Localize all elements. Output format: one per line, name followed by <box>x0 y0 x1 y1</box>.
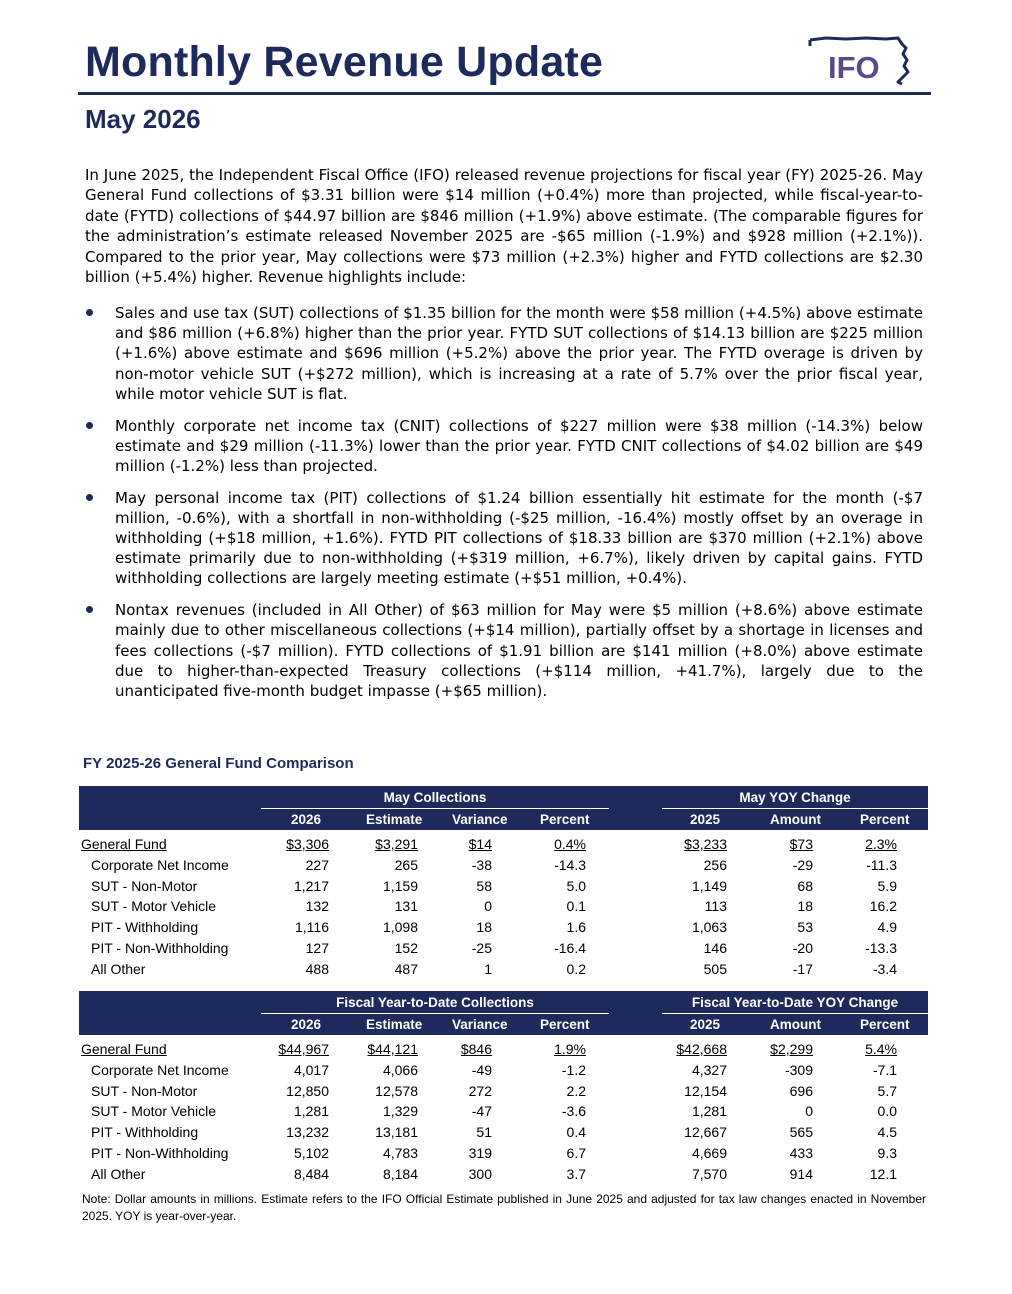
table-row <box>79 917 928 938</box>
table-row <box>79 959 928 980</box>
row-label: All Other <box>91 960 146 977</box>
table-cell: -16.4 <box>554 939 586 956</box>
table-cell: 113 <box>704 898 727 915</box>
table-cell: 1,329 <box>382 1103 418 1120</box>
table-cell: 2.2 <box>566 1082 586 1099</box>
table-cell: 12,578 <box>375 1082 418 1099</box>
table-cell: 4,783 <box>382 1144 418 1161</box>
group-label-right: May YOY Change <box>739 790 851 805</box>
table-cell: 5.4% <box>865 1041 897 1057</box>
table-cell: 0.4 <box>566 1124 586 1141</box>
table-cell: 1,281 <box>691 1103 727 1120</box>
table-cell: 1,159 <box>382 877 418 894</box>
table-cell: -29 <box>792 856 813 873</box>
col-header: Estimate <box>366 812 423 827</box>
col-header: Percent <box>860 1017 910 1032</box>
table-row <box>79 938 928 959</box>
row-label: Corporate Net Income <box>91 856 229 873</box>
table-cell: 0.0 <box>877 1103 897 1120</box>
table-cell: 1 <box>484 960 492 977</box>
table-cell: $846 <box>460 1041 492 1057</box>
table-cell: 13,232 <box>286 1124 329 1141</box>
table-row <box>79 1039 928 1060</box>
table-row <box>79 1101 928 1122</box>
intro-text: In June 2025, the Independent Fiscal Office (IFO) released revenue projections for fiscal year (FY) 2025-26. May General Fund collections of $3.31 billion were $14 million (+0.4%) more than projected, while fiscal-year-to-date (FYTD) collections of $44.97 billion are $846 million (+1.9%) above estimate. (The comparable figures for the administration’s estimate released November 2025 are -$65 million (-1.9%) and $928 million (+2.1%)). Compared to the prior year, May collections were $73 million (+2.3%) higher and FYTD collections are $2.30 billion (+5.4%) higher. Revenue highlights include: <box>85 166 923 287</box>
row-label: SUT - Non-Motor <box>91 877 198 894</box>
table-header <box>79 991 928 1035</box>
table-cell: 4,066 <box>382 1061 418 1078</box>
table-cell: $42,668 <box>676 1041 727 1057</box>
group-label-right: Fiscal Year-to-Date YOY Change <box>691 995 899 1010</box>
table-body <box>79 1035 928 1185</box>
table-cell: 5.7 <box>877 1082 897 1099</box>
table-cell: 4.5 <box>877 1124 897 1141</box>
bullet-icon <box>86 309 93 316</box>
table-cell: 18 <box>476 919 492 936</box>
table-cell: -20 <box>792 939 813 956</box>
table-row <box>79 1164 928 1185</box>
table-cell: 7,570 <box>691 1165 727 1182</box>
table-cell: 13,181 <box>375 1124 418 1141</box>
col-header: 2025 <box>690 812 721 827</box>
table-cell: 265 <box>394 856 418 873</box>
highlight-item <box>85 416 923 477</box>
table-cell: -14.3 <box>554 856 586 873</box>
table-cell: 256 <box>703 856 727 873</box>
bullet-icon <box>86 606 93 613</box>
table-cell: 4,327 <box>691 1061 727 1078</box>
table-cell: 272 <box>468 1082 492 1099</box>
table-cell: 1.6 <box>566 919 586 936</box>
table-cell: 3.7 <box>566 1165 586 1182</box>
group-underline <box>261 808 609 809</box>
col-header: 2026 <box>291 1017 322 1032</box>
table-cell: 18 <box>797 898 813 915</box>
table-cell: -17 <box>792 960 813 977</box>
row-label: General Fund <box>81 836 167 852</box>
ifo-logo <box>806 34 916 86</box>
table-cell: -38 <box>471 856 492 873</box>
table-cell: 0.1 <box>566 898 586 915</box>
ifo-logo-text: IFO <box>828 50 880 85</box>
table-cell: -3.4 <box>872 960 897 977</box>
table-row <box>79 1060 928 1081</box>
table-cell: 696 <box>789 1082 813 1099</box>
table-cell: 127 <box>305 939 329 956</box>
row-label: General Fund <box>81 1041 167 1057</box>
table-cell: $73 <box>789 836 813 852</box>
highlights-list <box>85 303 923 713</box>
table-cell: 1,281 <box>293 1103 329 1120</box>
col-header: Estimate <box>366 1017 423 1032</box>
table-cell: 0 <box>484 898 492 915</box>
table-row <box>79 1143 928 1164</box>
table-cell: $3,291 <box>375 836 418 852</box>
table-cell: 68 <box>797 877 813 894</box>
table-cell: $3,233 <box>684 836 727 852</box>
row-label: PIT - Withholding <box>91 1124 199 1141</box>
table-cell: 914 <box>789 1165 813 1182</box>
table-cell: 5,102 <box>293 1144 329 1161</box>
table-cell: 0.2 <box>566 960 586 977</box>
col-header: 2025 <box>690 1017 721 1032</box>
col-header: Amount <box>770 1017 821 1032</box>
row-label: PIT - Non-Withholding <box>91 1144 229 1161</box>
table-cell: 146 <box>703 939 727 956</box>
table-cell: -47 <box>471 1103 492 1120</box>
row-label: PIT - Non-Withholding <box>91 939 229 956</box>
row-label: SUT - Motor Vehicle <box>91 898 217 915</box>
highlight-item <box>85 488 923 589</box>
table-cell: 132 <box>305 898 329 915</box>
table-cell: 1,063 <box>691 919 727 936</box>
group-underline <box>261 1013 609 1014</box>
table-cell: $14 <box>468 836 492 852</box>
bullet-icon <box>86 494 93 501</box>
table-cell: 505 <box>703 960 727 977</box>
table-cell: 0 <box>805 1103 813 1120</box>
table-cell: 487 <box>394 960 418 977</box>
table-cell: 12,850 <box>286 1082 329 1099</box>
table-cell: 5.9 <box>877 877 897 894</box>
table-cell: 8,184 <box>382 1165 418 1182</box>
table-cell: 58 <box>476 877 492 894</box>
col-header: Variance <box>452 1017 508 1032</box>
table-cell: 1,149 <box>691 877 727 894</box>
table-cell: 4,017 <box>293 1061 329 1078</box>
row-label: PIT - Withholding <box>91 919 199 936</box>
table-cell: -309 <box>784 1061 813 1078</box>
highlight-item <box>85 600 923 701</box>
table-cell: 227 <box>305 856 329 873</box>
table-cell: 8,484 <box>293 1165 329 1182</box>
table-row <box>79 1081 928 1102</box>
table-cell: 1,217 <box>293 877 329 894</box>
table-title: FY 2025-26 General Fund Comparison <box>83 755 354 772</box>
highlight-text: May personal income tax (PIT) collections of $1.24 billion essentially hit estimate for the month (-$7 million, -0.6%), with a shortfall in non-withholding (-$25 million, -16.4%) mostly offset by an overage in withholding (+$18 million, +1.6%). FYTD PIT collections of $18.33 billion are $370 million (+2.1%) above estimate primarily due to non-withholding (+$319 million, +6.7%), likely driven by capital gains. FYTD withholding collections are largely meeting estimate (+$51 million, +0.4%). <box>115 488 923 588</box>
page-subtitle: May 2026 <box>85 104 201 134</box>
table-cell: -11.3 <box>866 856 897 873</box>
table-cell: $2,299 <box>770 1041 813 1057</box>
table-cell: 152 <box>394 939 418 956</box>
table-cell: 12.1 <box>869 1165 897 1182</box>
title-divider <box>78 92 931 95</box>
table-cell: 12,667 <box>684 1124 727 1141</box>
table-block-fytd <box>79 991 928 1185</box>
group-label-left: May Collections <box>383 790 487 805</box>
table-cell: 4,669 <box>691 1144 727 1161</box>
bullet-icon <box>86 422 93 429</box>
table-cell: 51 <box>476 1124 492 1141</box>
highlight-text: Nontax revenues (included in All Other) of $63 million for May were $5 million (+8.6%) above estimate mainly due to other miscellaneous collections (+$14 million), partially offset by a shortage in licenses and fees collections (-$7 million). FYTD collections of $1.91 billion are $141 million (+8.0%) above estimate due to higher-than-expected Treasury collections (+$114 million, +41.7%), largely due to the unanticipated five-month budget impasse (+$65 million). <box>115 601 923 700</box>
table-cell: 16.2 <box>869 898 897 915</box>
row-label: SUT - Non-Motor <box>91 1082 198 1099</box>
table-cell: 9.3 <box>877 1144 897 1161</box>
table-header <box>79 786 928 830</box>
table-cell: 2.3% <box>865 836 897 852</box>
table-row <box>79 855 928 876</box>
table-block-monthly <box>79 786 928 980</box>
intro-paragraph <box>85 165 923 287</box>
table-note: Note: Dollar amounts in millions. Estimate refers to the IFO Official Estimate published in June 2025 and adjusted for tax law changes enacted in November 2025. YOY is year-over-year. <box>82 1192 926 1223</box>
highlight-text: Sales and use tax (SUT) collections of $1.35 billion for the month were $58 million (+4.5%) above estimate and $86 million (+6.8%) higher than the prior year. FYTD SUT collections of $14.13 billion are $225 million (+1.6%) above estimate and $696 million (+5.2%) above the prior year. The FYTD overage is driven by non-motor vehicle SUT (+$272 million), which is increasing at a rate of 5.7% over the prior fiscal year, while motor vehicle SUT is flat. <box>115 304 923 403</box>
col-header: Variance <box>452 812 508 827</box>
group-underline <box>662 1013 928 1014</box>
table-cell: -1.2 <box>561 1061 586 1078</box>
table-row <box>79 1122 928 1143</box>
table-cell: -3.6 <box>561 1103 586 1120</box>
table-cell: 12,154 <box>684 1082 727 1099</box>
table-row <box>79 834 928 855</box>
table-cell: -25 <box>471 939 492 956</box>
table-cell: -49 <box>471 1061 492 1078</box>
table-cell: $44,121 <box>367 1041 418 1057</box>
table-cell: 488 <box>305 960 329 977</box>
group-underline <box>662 808 928 809</box>
table-cell: $3,306 <box>286 836 329 852</box>
table-cell: 1,116 <box>295 919 329 936</box>
row-label: SUT - Motor Vehicle <box>91 1103 217 1120</box>
row-label: All Other <box>91 1165 146 1182</box>
table-cell: -7.1 <box>872 1061 897 1078</box>
table-cell: 131 <box>394 898 418 915</box>
table-cell: -13.3 <box>865 939 897 956</box>
table-cell: 6.7 <box>566 1144 586 1161</box>
table-cell: $44,967 <box>278 1041 329 1057</box>
highlight-text: Monthly corporate net income tax (CNIT) collections of $227 million were $38 million (-14.3%) below estimate and $29 million (-11.3%) lower than the prior year. FYTD CNIT collections of $4.02 billion are $49 million (-1.2%) less than projected. <box>115 416 923 475</box>
col-header: Amount <box>770 812 821 827</box>
table-row <box>79 876 928 897</box>
table-cell: 300 <box>468 1165 492 1182</box>
col-header: Percent <box>540 812 590 827</box>
page-title: Monthly Revenue Update <box>85 38 604 86</box>
col-header: 2026 <box>291 812 322 827</box>
group-label-left: Fiscal Year-to-Date Collections <box>336 995 534 1010</box>
row-label: Corporate Net Income <box>91 1061 229 1078</box>
table-cell: 1,098 <box>382 919 418 936</box>
highlight-item <box>85 303 923 404</box>
col-header: Percent <box>540 1017 590 1032</box>
table-cell: 565 <box>789 1124 813 1141</box>
table-cell: 5.0 <box>566 877 586 894</box>
col-header: Percent <box>860 812 910 827</box>
table-cell: 0.4% <box>554 836 586 852</box>
table-cell: 433 <box>789 1144 813 1161</box>
table-cell: 4.9 <box>877 919 897 936</box>
table-cell: 1.9% <box>554 1041 586 1057</box>
table-body <box>79 830 928 980</box>
table-row <box>79 896 928 917</box>
table-cell: 53 <box>797 919 813 936</box>
table-cell: 319 <box>468 1144 492 1161</box>
